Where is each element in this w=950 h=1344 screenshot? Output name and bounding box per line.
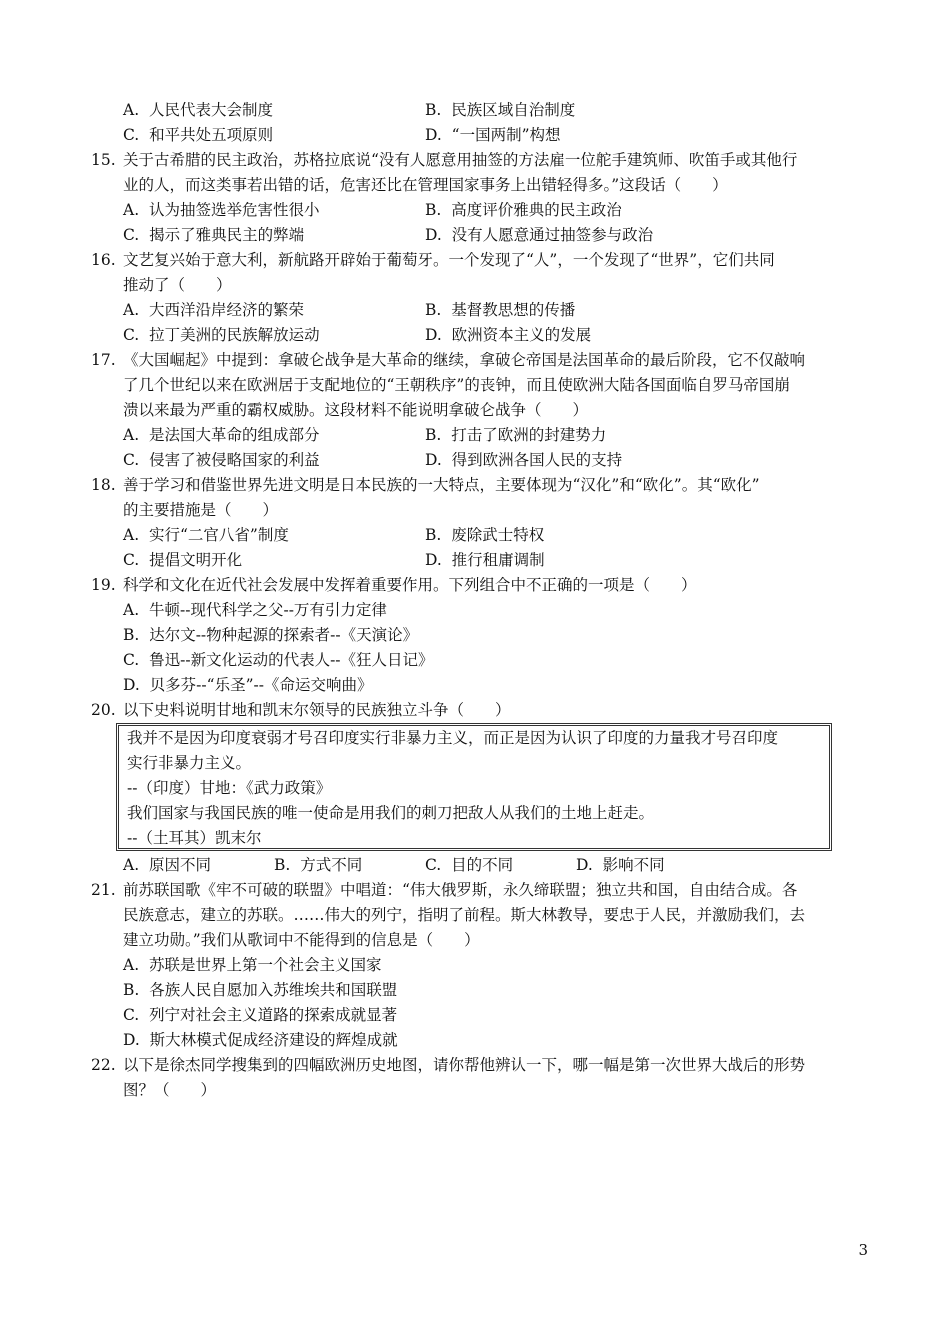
option-b: B. 废除武士特权 — [425, 526, 545, 544]
question-stem: 溃以来最为严重的霸权威胁。这段材料不能说明拿破仑战争（ ） — [123, 401, 589, 419]
question-stem: 民族意志，建立的苏联。……伟大的列宁，指明了前程。斯大林教导，要忠于人民，并激励我们，去 — [123, 906, 806, 924]
question-stem: 业的人，而这类事若出错的话，危害还比在管理国家事务上出错轻得多。”这段话（ ） — [123, 176, 728, 194]
question-number: 15. — [91, 151, 116, 169]
option-c: C. 侵害了被侵略国家的利益 — [123, 451, 320, 469]
option-a: A. 大西洋沿岸经济的繁荣 — [123, 301, 304, 319]
option-b: B. 民族区域自治制度 — [425, 101, 576, 119]
option-d: D. 得到欧洲各国人民的支持 — [425, 451, 623, 469]
option-c: C. 揭示了雅典民主的弊端 — [123, 226, 305, 244]
option-a: A. 原因不同 — [123, 856, 211, 874]
question-number: 20. — [91, 701, 116, 719]
option-b: B. 方式不同 — [274, 856, 363, 874]
option-b: B. 高度评价雅典的民主政治 — [425, 201, 622, 219]
option-b: B. 达尔文--物种起源的探索者--《天演论》 — [123, 626, 419, 644]
option-d: D. 贝多芬--“乐圣”--《命运交响曲》 — [123, 676, 373, 694]
option-a: A. 是法国大革命的组成部分 — [123, 426, 320, 444]
option-d: D. 没有人愿意通过抽签参与政治 — [425, 226, 654, 244]
option-a: A. 人民代表大会制度 — [123, 101, 273, 119]
question-stem: 科学和文化在近代社会发展中发挥着重要作用。下列组合中不正确的一项是（ ） — [123, 576, 697, 594]
option-c: C. 目的不同 — [425, 856, 514, 874]
question-stem: 图？（ ） — [123, 1081, 217, 1099]
option-a: A. 认为抽签选举危害性很小 — [123, 201, 320, 219]
quote-attribution: --（印度）甘地：《武力政策》 — [127, 779, 332, 797]
question-stem: 以下是徐杰同学搜集到的四幅欧洲历史地图，请你帮他辨认一下，哪一幅是第一次世界大战后的形势 — [123, 1056, 806, 1074]
question-stem: 以下史料说明甘地和凯末尔领导的民族独立斗争（ ） — [123, 701, 511, 719]
source-quote-box — [116, 723, 832, 851]
question-stem: 建立功勋。”我们从歌词中不能得到的信息是（ ） — [123, 931, 480, 949]
option-c: C. 和平共处五项原则 — [123, 126, 274, 144]
question-stem: 推动了（ ） — [123, 276, 232, 294]
option-a: A. 牛顿--现代科学之父--万有引力定律 — [123, 601, 387, 619]
quote-attribution: --（土耳其）凯末尔 — [127, 829, 262, 847]
quote-line: 实行非暴力主义。 — [127, 754, 252, 772]
question-stem: 善于学习和借鉴世界先进文明是日本民族的一大特点，主要体现为“汉化”和“欧化”。其“欧化” — [123, 476, 760, 494]
question-number: 22. — [91, 1056, 116, 1074]
question-stem: 文艺复兴始于意大利，新航路开辟始于葡萄牙。一个发现了“人”，一个发现了“世界”，它们共同 — [123, 251, 775, 269]
question-stem: 前苏联国歌《牢不可破的联盟》中唱道：“伟大俄罗斯，永久缔联盟；独立共和国，自由结合成。各 — [123, 881, 798, 899]
question-number: 16. — [91, 251, 116, 269]
option-a: A. 苏联是世界上第一个社会主义国家 — [123, 956, 382, 974]
option-d: D. 推行租庸调制 — [425, 551, 545, 569]
option-d: D. “一国两制”构想 — [425, 126, 561, 144]
question-number: 19. — [91, 576, 116, 594]
option-c: C. 提倡文明开化 — [123, 551, 243, 569]
option-c: C. 拉丁美洲的民族解放运动 — [123, 326, 320, 344]
option-a: A. 实行“二官八省”制度 — [123, 526, 289, 544]
option-c: C. 鲁迅--新文化运动的代表人--《狂人日记》 — [123, 651, 434, 669]
option-d: D. 欧洲资本主义的发展 — [425, 326, 592, 344]
option-b: B. 基督教思想的传播 — [425, 301, 576, 319]
question-stem: 关于古希腊的民主政治，苏格拉底说“没有人愿意用抽签的方法雇一位舵手建筑师、吹笛手或其他行 — [123, 151, 798, 169]
option-d: D. 斯大林模式促成经济建设的辉煌成就 — [123, 1031, 398, 1049]
option-b: B. 各族人民自愿加入苏维埃共和国联盟 — [123, 981, 398, 999]
option-c: C. 列宁对社会主义道路的探索成就显著 — [123, 1006, 398, 1024]
question-number: 18. — [91, 476, 116, 494]
question-stem: 《大国崛起》中提到：拿破仑战争是大革命的继续，拿破仑帝国是法国革命的最后阶段，它不仅敲响 — [123, 351, 806, 369]
option-b: B. 打击了欧洲的封建势力 — [425, 426, 607, 444]
quote-line: 我并不是因为印度衰弱才号召印度实行非暴力主义，而正是因为认识了印度的力量我才号召印度 — [127, 729, 779, 747]
question-number: 21. — [91, 881, 116, 899]
question-number: 17. — [91, 351, 116, 369]
question-stem: 的主要措施是（ ） — [123, 501, 279, 519]
option-d: D. 影响不同 — [576, 856, 665, 874]
question-stem: 了几个世纪以来在欧洲居于支配地位的“王朝秩序”的丧钟，而且使欧洲大陆各国面临自罗马帝国崩 — [123, 376, 790, 394]
page-number: 3 — [858, 1241, 868, 1259]
quote-line: 我们国家与我国民族的唯一使命是用我们的刺刀把敌人从我们的土地上赶走。 — [127, 804, 655, 822]
